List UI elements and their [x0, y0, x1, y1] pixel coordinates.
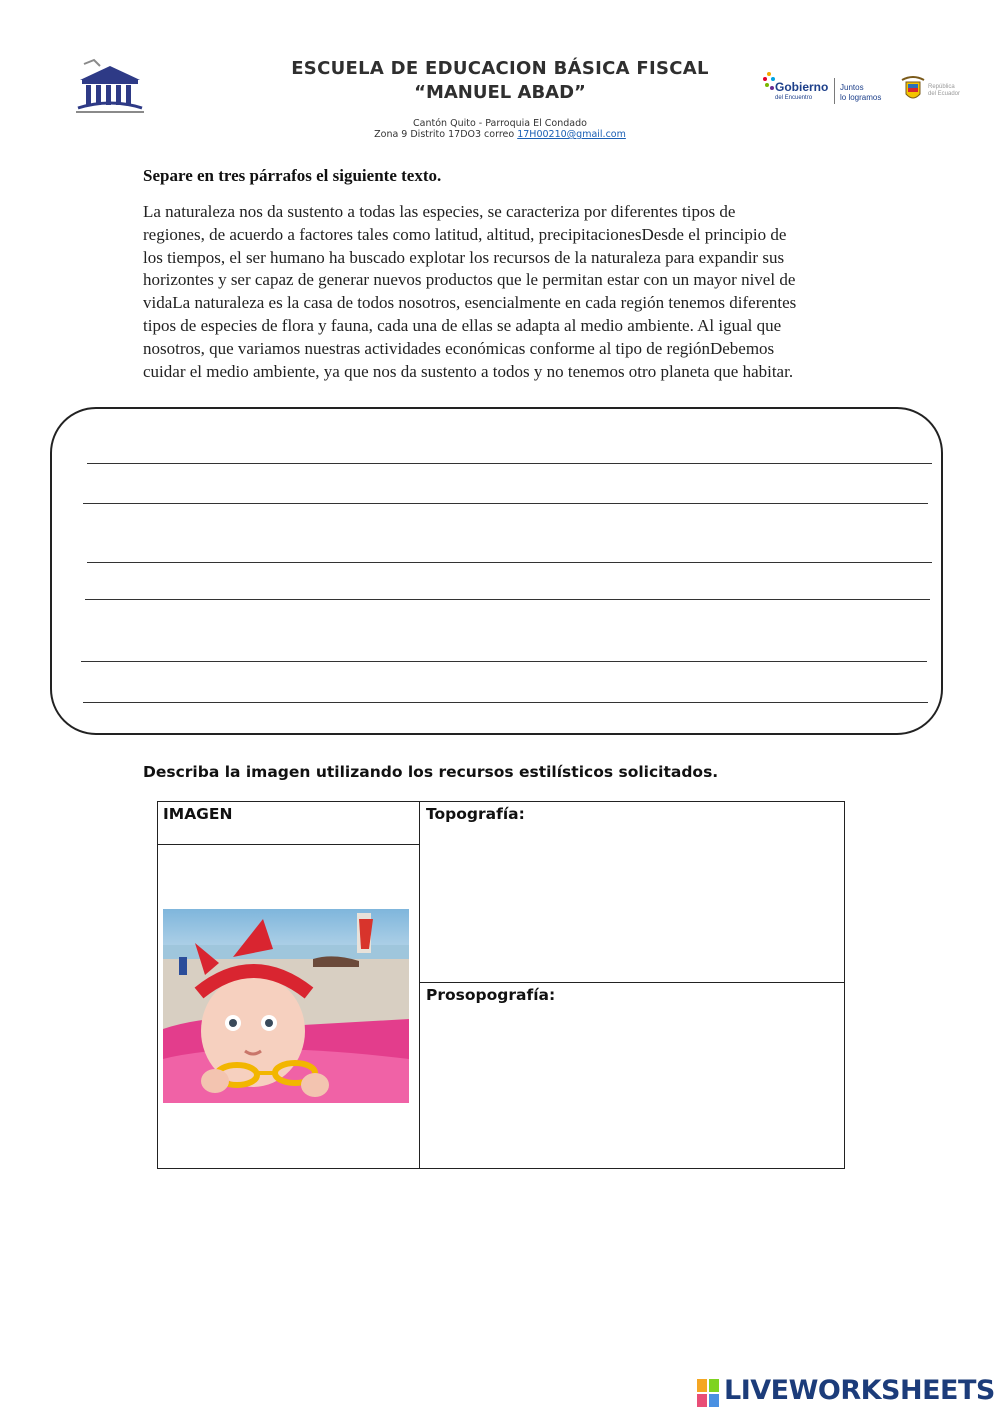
answer-line[interactable]: [85, 599, 930, 600]
prosopografia-label: Prosopografía:: [426, 986, 556, 1004]
answer-line[interactable]: [83, 702, 928, 703]
source-text-line: La naturaleza nos da sustento a todas las especies, se caracteriza por diferentes tipos de: [143, 202, 736, 221]
email-link[interactable]: 17H00210@gmail.com: [517, 129, 626, 140]
answer-line[interactable]: [87, 463, 932, 464]
gobierno-name: Gobierno: [775, 80, 829, 94]
source-text-line: nosotros, que variamos nuestras actividades económicas conforme al tipo de regiónDebemos: [143, 338, 775, 358]
school-name: ESCUELA DE EDUCACION BÁSICA FISCAL: [291, 58, 709, 79]
gobierno-slogan-1: Juntos: [840, 83, 864, 92]
ecuador-shield-icon: [900, 74, 926, 104]
gobierno-sunburst-icon: [762, 68, 776, 104]
answer-box[interactable]: [50, 407, 943, 735]
answer-line[interactable]: [81, 661, 927, 662]
topografia-label: Topografía:: [426, 805, 525, 823]
answer-line[interactable]: [83, 503, 928, 504]
baby-beach-photo: [163, 909, 409, 1103]
school-subtitle: “MANUEL ABAD”: [414, 82, 586, 103]
source-text-line: cuidar el medio ambiente, ya que nos da sustento a todos y no tenemos otro planeta que habitar.: [143, 361, 794, 381]
source-text-line: horizontes y ser capaz de generar nuevos productos que le permitan estar con un mayor nivel de: [143, 270, 796, 290]
district-line: [300, 129, 700, 140]
gobierno-slogan-2: lo logramos: [840, 93, 882, 102]
answer-line[interactable]: [87, 562, 932, 563]
liveworksheets-brand: LIVEWORKSHEETS: [724, 1375, 995, 1406]
prosopografia-answer-area[interactable]: [420, 1013, 844, 1168]
republica-line2: del Ecuador: [928, 91, 961, 97]
instruction-paragraphs: Separe en tres párrafos el siguiente texto.: [143, 166, 442, 185]
address-line: Cantón Quito - Parroquia El Condado: [413, 118, 587, 129]
image-header: IMAGEN: [163, 805, 233, 823]
gobierno-separator: [834, 78, 835, 104]
instruction-describe: Describa la imagen utilizando los recursos estilísticos solicitados.: [143, 763, 719, 781]
gobierno-sub: del Encuentro: [775, 95, 813, 101]
republica-line1: República: [928, 84, 955, 90]
district-text: Zona 9 Distrito 17DO3 correo: [374, 129, 515, 140]
source-text-line: vidaLa naturaleza es la casa de todos nosotros, esencialmente en cada región tenemos diferentes: [143, 293, 797, 313]
source-text-line: los tiempos, el ser humano ha buscado explotar los recursos de la naturaleza para expandir sus: [143, 247, 785, 267]
source-text-line: regiones, de acuerdo a factores tales como latitud, altitud, precipitacionesDesde el principio de: [143, 224, 787, 244]
table-divider: [157, 844, 419, 845]
topografia-answer-area[interactable]: [420, 831, 844, 981]
source-text-line: tipos de especies de flora y fauna, cada una de ellas se adapta al medio ambiente. Al igual que: [143, 315, 782, 335]
source-text: [143, 201, 863, 383]
school-building-logo: [74, 58, 146, 114]
liveworksheets-logo-icon: [697, 1379, 719, 1407]
table-divider: [419, 982, 845, 983]
